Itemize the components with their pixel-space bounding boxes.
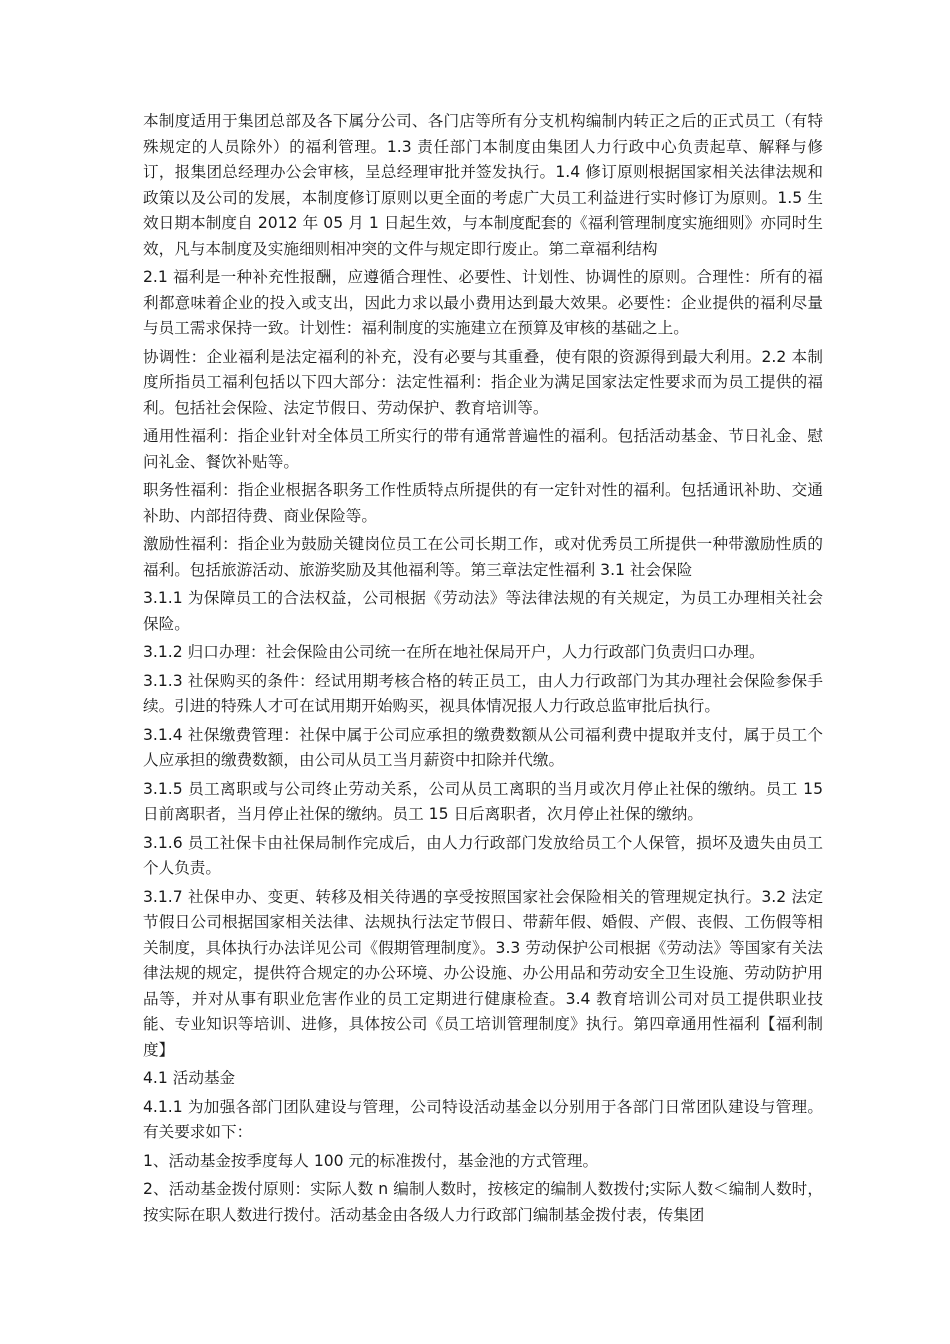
paragraph-4-1-1: 4.1.1 为加强各部门团队建设与管理，公司特设活动基金以分别用于各部门日常团队建设与管理。有关要求如下： [143,1097,823,1141]
paragraph-position-welfare: 职务性福利：指企业根据各职务工作性质特点所提供的有一定针对性的福利。包括通讯补助、交通补助、内部招待费、商业保险等。 [143,481,823,525]
paragraph-2-1: 2.1 福利是一种补充性报酬，应遵循合理性、必要性、计划性、协调性的原则。合理性：所有的福利都意味着企业的投入或支出，因此力求以最小费用达到最大效果。必要性：企业提供的福利尽量与员工需求保持一致。计划性：福利制度的实施建立在预算及审核的基础之上。 [143,268,823,337]
paragraph-4-1: 4.1 活动基金 [143,1069,236,1087]
paragraph-3-1-2: 3.1.2 归口办理：社会保险由公司统一在所在地社保局开户，人力行政部门负责归口办理。 [143,643,765,661]
paragraph-incentive-welfare: 激励性福利：指企业为鼓励关键岗位员工在公司长期工作，或对优秀员工所提供一种带激励性质的福利。包括旅游活动、旅游奖励及其他福利等。第三章法定性福利 3.1 社会保险 [143,535,823,579]
paragraph-scope-and-revision: 本制度适用于集团总部及各下属分公司、各门店等所有分支机构编制内转正之后的正式员工（有特殊规定的人员除外）的福利管理。1.3 责任部门本制度由集团人力行政中心负责起草、解释与修订，报集团总经理办公会审核，呈总经理审批并签发执行。1.4 修订原则根据国家相关法律法规和政策以及公司的发展，本制度修订原则以更全面的考虑广大员工利益进行实时修订为原则。1.5 生效日期本制度自 2012 年 05 月 1 日起生效，与本制度配套的《福利管理制度实施细则》亦同时生效，凡与本制度及实施细则相冲突的文件与规定即行废止。第二章福利结构 [143,112,823,258]
paragraph-3-1-3: 3.1.3 社保购买的条件：经试用期考核合格的转正员工，由人力行政部门为其办理社会保险参保手续。引进的特殊人才可在试用期开始购买，视具体情况报人力行政总监审批后执行。 [143,671,823,715]
paragraph-3-1-4: 3.1.4 社保缴费管理：社保中属于公司应承担的缴费数额从公司福利费中提取并支付，属于员工个人应承担的缴费数额，由公司从员工当月薪资中扣除并代缴。 [143,725,823,769]
paragraph-general-welfare: 通用性福利：指企业针对全体员工所实行的带有通常普遍性的福利。包括活动基金、节日礼金、慰问礼金、餐饮补贴等。 [143,427,823,471]
document-body [143,109,823,1231]
paragraph-3-1-6: 3.1.6 员工社保卡由社保局制作完成后，由人力行政部门发放给员工个人保管，损坏及遗失由员工个人负责。 [143,833,823,877]
paragraph-3-1-1: 3.1.1 为保障员工的合法权益，公司根据《劳动法》等法律法规的有关规定，为员工办理相关社会保险。 [143,589,823,633]
paragraph-item-2: 2、活动基金拨付原则：实际人数 n 编制人数时，按核定的编制人数拨付;实际人数＜编制人数时，按实际在职人数进行拨付。活动基金由各级人力行政部门编制基金拨付表，传集团 [143,1180,823,1224]
paragraph-item-1: 1、活动基金按季度每人 100 元的标准拨付，基金池的方式管理。 [143,1151,599,1170]
paragraph-3-1-7: 3.1.7 社保申办、变更、转移及相关待遇的享受按照国家社会保险相关的管理规定执行。3.2 法定节假日公司根据国家相关法律、法规执行法定节假日、带薪年假、婚假、产假、丧假、工伤假等相关制度，具体执行办法详见公司《假期管理制度》。3.3 劳动保护公司根据《劳动法》等国家有关法律法规的规定，提供符合规定的办公环境、办公设施、办公用品和劳动安全卫生设施、劳动防护用品等，并对从事有职业危害作业的员工定期进行健康检查。3.4 教育培训公司对员工提供职业技能、专业知识等培训、进修，具体按公司《员工培训管理制度》执行。第四章通用性福利【福利制度】 [143,887,823,1059]
paragraph-coordination-2-2: 协调性：企业福利是法定福利的补充，没有必要与其重叠，使有限的资源得到最大利用。2.2 本制度所指员工福利包括以下四大部分：法定性福利：指企业为满足国家法定性要求而为员工提供的福利。包括社会保险、法定节假日、劳动保护、教育培训等。 [143,347,823,417]
paragraph-3-1-5: 3.1.5 员工离职或与公司终止劳动关系，公司从员工离职的当月或次月停止社保的缴纳。员工 15 日前离职者，当月停止社保的缴纳。员工 15 日后离职者，次月停止社保的缴纳。 [143,779,823,823]
